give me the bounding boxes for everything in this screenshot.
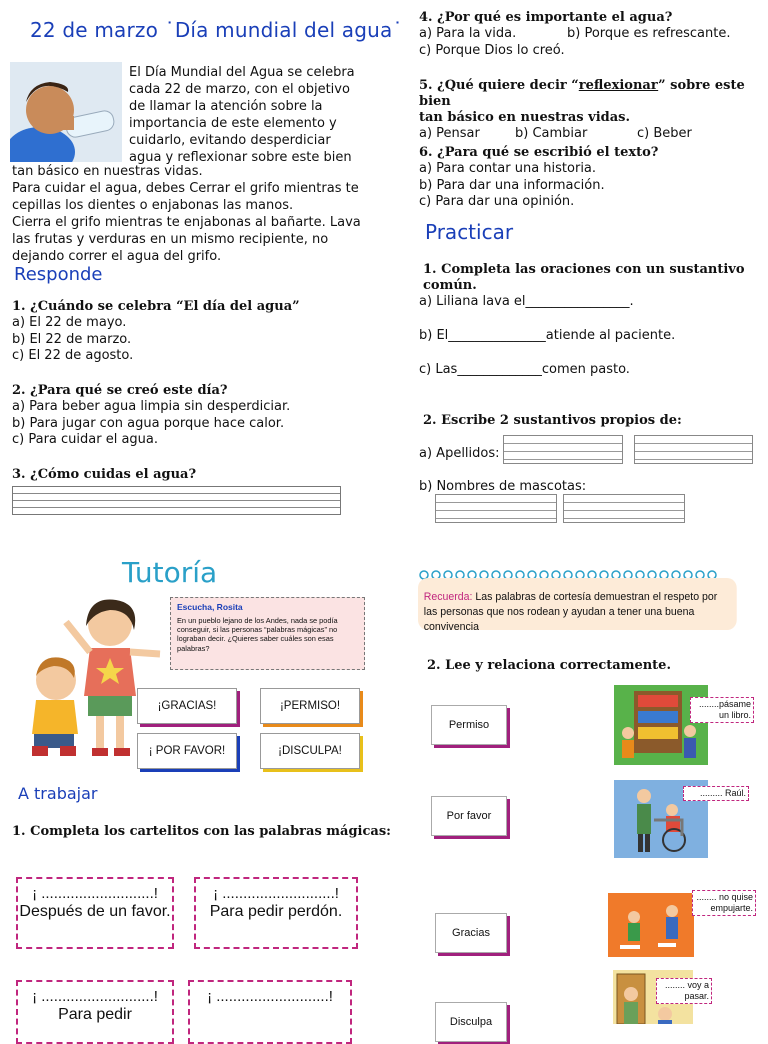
practicar-heading: Practicar bbox=[425, 220, 514, 244]
q4-option-c[interactable]: c) Porque Dios lo creó. bbox=[419, 43, 565, 58]
magic-card-4[interactable]: ¡ ...........................! bbox=[188, 980, 352, 1044]
magic-card-2[interactable]: ¡ ...........................! Para pedir perdón. bbox=[194, 877, 358, 949]
q1-option-a[interactable]: a) El 22 de mayo. bbox=[12, 315, 127, 330]
question-1: 1. ¿Cuándo se celebra “El día del agua” a) El 22 de mayo. b) El 22 de marzo. c) El 22 de agosto. bbox=[12, 299, 382, 365]
q5-option-a[interactable]: a) Pensar bbox=[419, 126, 480, 141]
sentence-b[interactable]: b) El_______________atiende al paciente. bbox=[419, 328, 676, 343]
word-permiso: ¡PERMISO! bbox=[260, 688, 360, 724]
mascota-box-1[interactable] bbox=[435, 494, 557, 523]
practicar-q2: 2. Escribe 2 sustantivos propios de: bbox=[423, 413, 682, 428]
word-card-por-favor[interactable]: Por favor bbox=[431, 796, 507, 836]
word-card-disculpa[interactable]: Disculpa bbox=[435, 1002, 507, 1042]
q2-option-a[interactable]: a) Para beber agua limpia sin desperdiciar. bbox=[12, 399, 291, 414]
mascotas-label: b) Nombres de mascotas: bbox=[419, 479, 587, 494]
apellido-box-1[interactable] bbox=[503, 435, 623, 464]
question-2: 2. ¿Para qué se creó este día? a) Para beber agua limpia sin desperdiciar. b) Para jugar con agua porque hace calor. c) Para cuidar el agua. bbox=[12, 383, 382, 449]
tutoria-heading: Tutoría bbox=[122, 556, 218, 589]
question-3: 3. ¿Cómo cuidas el agua? bbox=[12, 467, 197, 482]
story-title: Escucha, Rosita bbox=[177, 602, 243, 612]
label-pasame-libro: ........pásame un libro. bbox=[690, 697, 754, 723]
intro-continuation: tan básico en nuestras vidas. Para cuidar el agua, debes Cerrar el grifo mientras te cepillas los dientes o enjabonas las manos. Cierra el grifo mientras te enjabonas al bañarte. Lava las frutas y verduras en un mismo recipiente, no dejando correr el agua del grifo. bbox=[12, 164, 361, 264]
recuerda-label: Recuerda: bbox=[423, 591, 473, 603]
tutoria-q1: 1. Completa los cartelitos con las palabras mágicas: bbox=[12, 824, 391, 839]
word-card-permiso[interactable]: Permiso bbox=[431, 705, 507, 745]
q1-option-b[interactable]: b) El 22 de marzo. bbox=[12, 331, 132, 347]
magic-card-3[interactable]: ¡ ...........................! Para pedir bbox=[16, 980, 174, 1044]
q1-option-c[interactable]: c) El 22 de agosto. bbox=[12, 348, 134, 363]
q6-option-b[interactable]: b) Para dar una información. bbox=[419, 177, 605, 193]
recuerda-box bbox=[418, 578, 737, 633]
q3-answer-lines[interactable] bbox=[12, 486, 341, 515]
q5-option-b[interactable]: b) Cambiar bbox=[515, 126, 588, 141]
word-disculpa: ¡DISCULPA! bbox=[260, 733, 360, 769]
question-4: 4. ¿Por qué es importante el agua? a) Para la vida. b) Porque es refrescante. c) Porque Dios lo creó. bbox=[419, 10, 764, 60]
word-gracias: ¡GRACIAS! bbox=[137, 688, 237, 724]
q2-option-b[interactable]: b) Para jugar con agua porque hace calor. bbox=[12, 415, 285, 431]
story-box bbox=[170, 597, 365, 670]
label-raul: ......... Raúl. bbox=[683, 786, 749, 801]
responde-heading: Responde bbox=[14, 264, 103, 285]
q5-option-c[interactable]: c) Beber bbox=[637, 126, 692, 141]
question-6: 6. ¿Para qué se escribió el texto? a) Para contar una historia. b) Para dar una información. c) Para dar una opinión. bbox=[419, 145, 764, 211]
mascota-box-2[interactable] bbox=[563, 494, 685, 523]
sentence-a[interactable]: a) Liliana lava el________________. bbox=[419, 294, 634, 309]
sentence-c[interactable]: c) Las_____________comen pasto. bbox=[419, 362, 630, 377]
word-card-gracias[interactable]: Gracias bbox=[435, 913, 507, 953]
label-no-quise-empujarte: ........ no quise empujarte. bbox=[692, 890, 756, 916]
practicar-q1: 1. Completa las oraciones con un sustantivo común. bbox=[423, 262, 745, 293]
apellido-box-2[interactable] bbox=[634, 435, 753, 464]
story-text: En un pueblo lejano de los Andes, nada se podía conseguir, si las personas “palabras mágicas” no lograban decir. ¿Quieres saber cuáles son esas palabras? bbox=[177, 616, 338, 653]
q2-option-c[interactable]: c) Para cuidar el agua. bbox=[12, 432, 159, 447]
word-por-favor: ¡ POR FAVOR! bbox=[137, 733, 237, 769]
question-5: 5. ¿Qué quiere decir “reflexionar” sobre este bien tan básico en nuestras vidas. a) Pensar b) Cambiar c) Beber bbox=[419, 78, 745, 141]
intro-paragraph: El Día Mundial del Agua se celebra cada 22 de marzo, con el objetivo de llamar la atención sobre la importancia de este elemento y cuidarlo, evitando desperdiciar agua y reflexionar sobre este bien bbox=[129, 65, 355, 165]
q4-option-a[interactable]: a) Para la vida. bbox=[419, 26, 517, 41]
boy-drinking-water-image bbox=[10, 62, 122, 162]
apellidos-label: a) Apellidos: bbox=[419, 446, 500, 461]
recuerda-text: Las palabras de cortesía demuestran el respeto por las personas que nos rodean y ayudan a tener una buena convivencia bbox=[423, 591, 718, 633]
relaciona-q2: 2. Lee y relaciona correctamente. bbox=[427, 658, 671, 673]
magic-card-1[interactable]: ¡ ...........................! Después de un favor. bbox=[16, 877, 174, 949]
q6-option-a[interactable]: a) Para contar una historia. bbox=[419, 161, 597, 176]
q6-option-c[interactable]: c) Para dar una opinión. bbox=[419, 194, 575, 209]
apology-scene-image bbox=[608, 893, 694, 957]
trabajar-heading: A trabajar bbox=[18, 784, 98, 803]
page-title: 22 de marzo ˙Día mundial del agua˙ bbox=[30, 18, 403, 42]
label-voy-a-pasar: ........ voy a pasar. bbox=[656, 978, 712, 1004]
q4-option-b[interactable]: b) Porque es refrescante. bbox=[567, 26, 731, 41]
